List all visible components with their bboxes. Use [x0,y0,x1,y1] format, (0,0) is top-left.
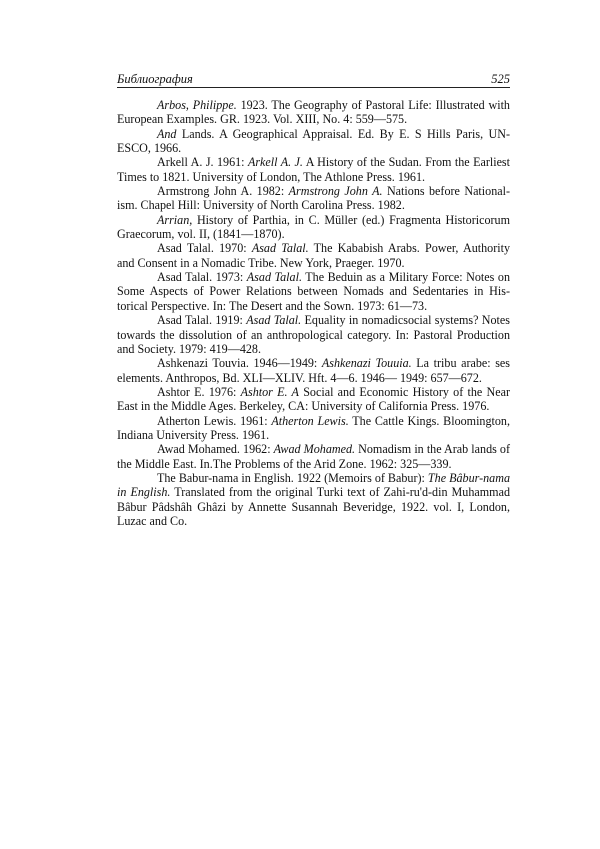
bibliography-entry: Ashkenazi Touvia. 1946—1949: Ashkenazi Touuia. La tribu arabe: ses elements. Anthropos, Bd. XLI—XLIV. Hft. 4—6. 1946— 1949: 657—672. [117,356,510,385]
bibliography-entry: Arbos, Philippe. 1923. The Geography of Pastoral Life: Illustrated with European Examples. GR. 1923. Vol. XIII, No. 4: 559—575. [117,98,510,127]
bibliography-entry: The Babur-nama in English. 1922 (Memoirs of Babur): The Bâbur-nama in English. Translated from the original Turki text of Zahi-ru'd-din Muhammad Bâbur Pâdshâh Ghâzi by Annette Susannah Beveridge, 1922. vol. I, London, Luzac and Co. [117,470,510,528]
bibliography-entry: Atherton Lewis. 1961: Atherton Lewis. The Cattle Kings. Bloomington, Indiana University Press. 1961. [117,413,510,442]
running-header [117,72,510,88]
bibliography-entry: Awad Mohamed. 1962: Awad Mohamed. Nomadism in the Arab lands of the Middle East. In.The Problems of the Arid Zone. 1962: 325—339. [117,442,510,471]
bibliography-entry: And Lands. A Geographical Appraisal. Ed. By E. S Hills Paris, UN-ESCO, 1966. [117,126,510,156]
bibliography-entry: Arkell A. J. 1961: Arkell A. J. A History of the Sudan. From the Earliest Times to 1821. University of London, The Athlone Press. 1961. [117,155,510,184]
running-title: Библиография [117,72,193,86]
bibliography-entry: Asad Talal. 1919: Asad Talal. Equality in nomadicsocial systems? Notes towards the dissolution of an anthropological category. In: Pastoral Production and Society. 1979: 419—428. [117,313,510,356]
bibliography-list [117,98,510,528]
bibliography-entry: Armstrong John A. 1982: Armstrong John A. Nations before National-ism. Chapel Hill: University of North Carolina Press. 1982. [117,184,511,213]
page-number: 525 [491,72,510,86]
bibliography-entry: Ashtor E. 1976: Ashtor E. A Social and Economic History of the Near East in the Middle Ages. Berkeley, CA: University of California Press. 1976. [117,384,511,414]
bibliography-entry: Asad Talal. 1970: Asad Talal. The Kababish Arabs. Power, Authority and Consent in a Nomadic Tribe. New York, Praeger. 1970. [117,241,511,270]
bibliography-entry: Asad Talal. 1973: Asad Talal. The Beduin as a Military Force: Notes on Some Aspects of Power Relations between Nomads and Sedentaries in His-torical Perspective. In: The Desert and the Sown. 1973: 61—73. [117,270,510,313]
bibliography-entry: Arrian, History of Parthia, in C. Müller (ed.) Fragmenta Historicorum Graecorum, vol. II, (1841—1870). [117,212,510,242]
